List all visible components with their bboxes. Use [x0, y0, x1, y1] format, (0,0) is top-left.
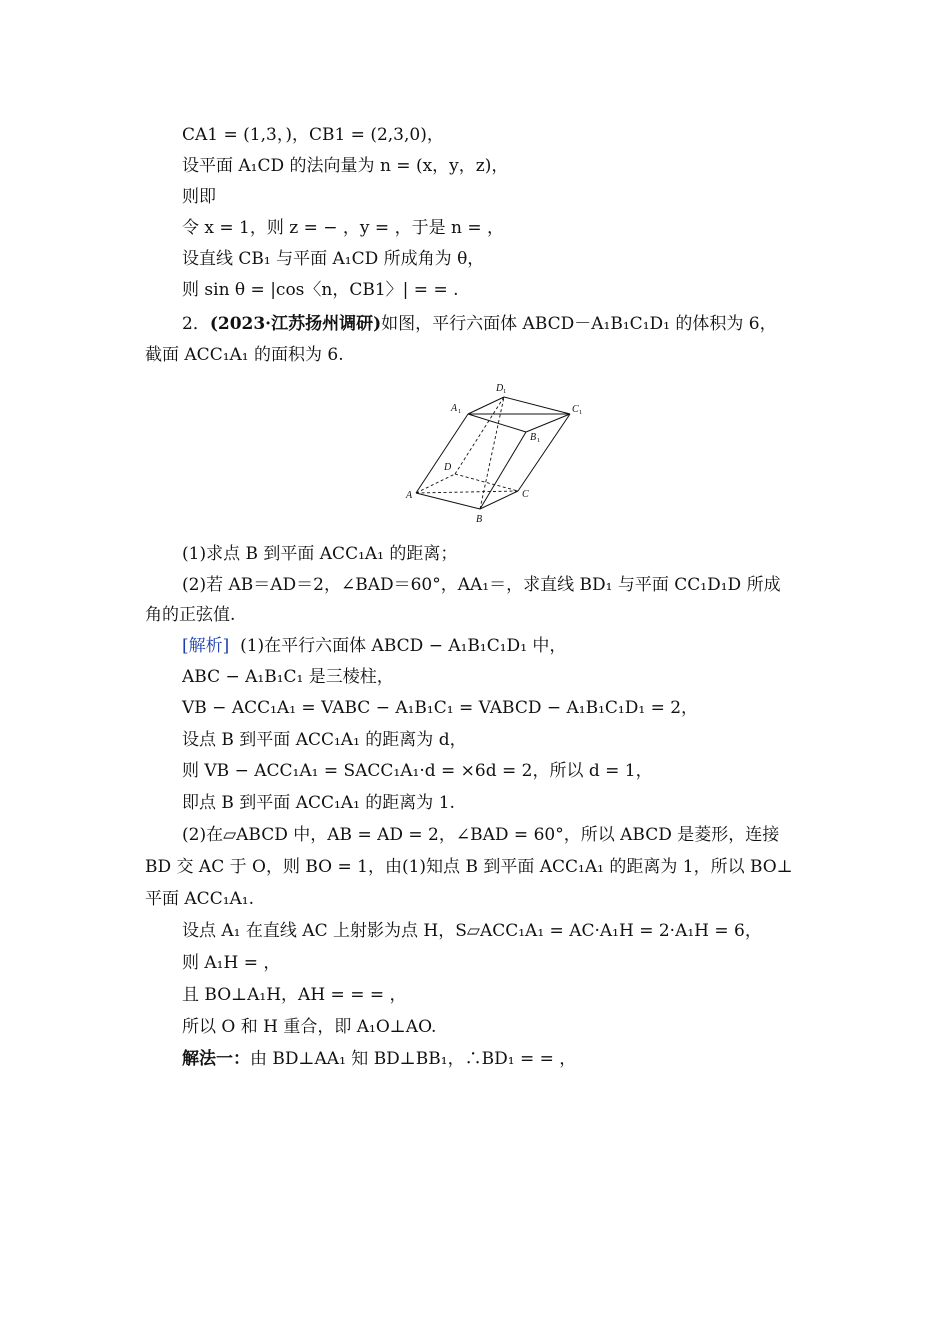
label-d: D [444, 462, 452, 473]
question-part-2-cont: 角的正弦值. [145, 605, 236, 625]
problem-statement-line [182, 311, 777, 337]
solution-line: 设点 A₁ 在直线 AC 上射影为点 H，S▱ACC₁A₁ = AC·A₁H = 2·A₁H = 6， [182, 921, 762, 941]
method-label: 解法一： [182, 1049, 250, 1069]
solution-line [182, 633, 566, 659]
edge-cc1 [518, 414, 570, 491]
label-c1-sub: 1 [579, 409, 583, 416]
edge-bb1 [480, 432, 526, 509]
edge-aa1 [416, 414, 468, 493]
analysis-tag: [解析] [182, 636, 230, 656]
solution-line: 平面 ACC₁A₁. [145, 889, 255, 909]
label-b1: B [530, 432, 537, 443]
solution-line: BD 交 AC 于 O，则 BO = 1，由(1)知点 B 到平面 ACC₁A₁ 的距离为 1，所以 BO⊥ [145, 857, 793, 877]
label-c1: C [572, 404, 579, 415]
problem-source: (2023·江苏扬州调研) [209, 314, 382, 334]
edge-a1b1 [468, 414, 526, 432]
problem-number: 2． [182, 314, 210, 334]
edge-ab [416, 493, 480, 509]
text-line: CA1 = (1,3，)，CB1 = (2,3,0)， [182, 125, 444, 145]
label-d1: D [496, 383, 504, 394]
solution-line: 所以 O 和 H 重合，即 A₁O⊥AO. [182, 1017, 437, 1037]
solution-line: 即点 B 到平面 ACC₁A₁ 的距离为 1. [182, 793, 455, 813]
diagonal-ac [416, 491, 518, 493]
text-line: 则 sin θ = |cos〈n，CB1〉| = = . [182, 280, 459, 300]
solution-line [182, 1046, 576, 1072]
solution-line: 则 A₁H = ， [182, 953, 281, 973]
text-line: 设平面 A₁CD 的法向量为 n = (x，y，z)， [182, 156, 509, 176]
edge-c1d1 [504, 397, 570, 414]
solution-line: ABC − A₁B₁C₁ 是三棱柱， [182, 667, 394, 687]
text-line: 则即 [182, 187, 216, 207]
label-a1-sub: 1 [458, 408, 462, 415]
label-b: B [476, 514, 483, 525]
solution-line: VB − ACC₁A₁ = VABC − A₁B₁C₁ = VABCD − A₁B₁C₁D₁ = 2， [182, 698, 699, 718]
label-a: A [406, 490, 413, 501]
label-b1-sub: 1 [537, 437, 541, 444]
solution-line: 设点 B 到平面 ACC₁A₁ 的距离为 d， [182, 730, 467, 750]
solution-line: 则 VB − ACC₁A₁ = SACC₁A₁·d = ×6d = 2，所以 d = 1， [182, 761, 653, 781]
question-part-1: (1)求点 B 到平面 ACC₁A₁ 的距离； [182, 544, 458, 564]
solution-line: (2)在▱ABCD 中，AB = AD = 2，∠BAD = 60°，所以 ABCD 是菱形，连接 [182, 825, 780, 845]
question-part-2: (2)若 AB＝AD＝2，∠BAD＝60°，AA₁＝，求直线 BD₁ 与平面 CC₁D₁D 所成 [182, 575, 781, 595]
label-a1: A [451, 403, 458, 414]
label-c: C [522, 489, 529, 500]
problem-statement-line: 截面 ACC₁A₁ 的面积为 6. [145, 345, 344, 365]
text-line: 令 x = 1，则 z = − ，y = ，于是 n = ， [182, 218, 504, 238]
solution-text: 由 BD⊥AA₁ 知 BD⊥BB₁，∴BD₁ = = ， [250, 1049, 577, 1069]
label-d1-sub: 1 [503, 388, 507, 395]
problem-text: 如图，平行六面体 ABCD－A₁B₁C₁D₁ 的体积为 6， [381, 314, 777, 334]
solution-text: (1)在平行六面体 ABCD − A₁B₁C₁D₁ 中， [240, 636, 567, 656]
solution-line: 且 BO⊥A₁H，AH = = = ， [182, 985, 407, 1005]
text-line: 设直线 CB₁ 与平面 A₁CD 所成角为 θ， [182, 249, 485, 269]
parallelepiped-figure [400, 378, 590, 528]
edge-d1a1 [468, 397, 504, 414]
